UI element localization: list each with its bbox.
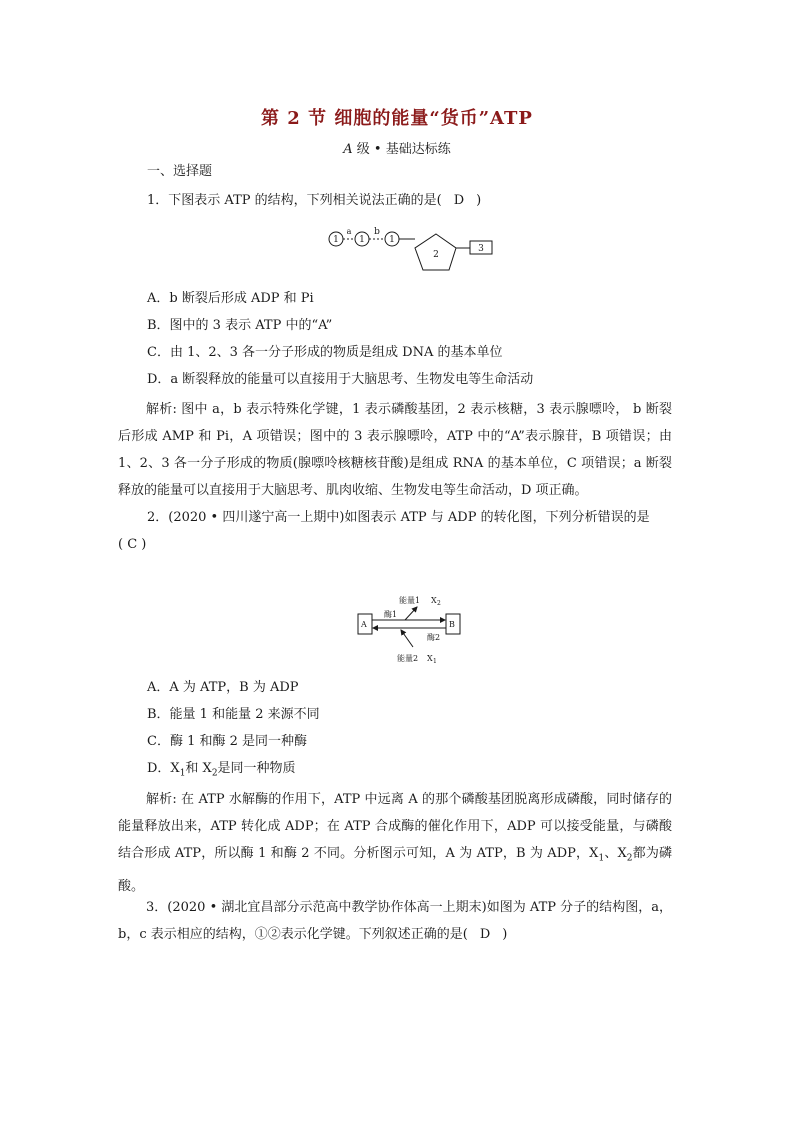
question-1-text: 1．下图表示 ATP 的结构，下列相关说法正确的是(: [147, 193, 442, 208]
energy-1-arrow: [405, 607, 417, 620]
question-1-answer: D: [453, 193, 465, 208]
question-1-stem: [147, 192, 481, 210]
bond-a-label: a: [346, 227, 352, 236]
question-1-option-c: C．由 1、2、3 各一分子形成的物质是组成 DNA 的基本单位: [147, 345, 503, 360]
enzyme-2-label: 酶2: [427, 633, 441, 642]
atp-adp-conversion-diagram: [350, 590, 470, 668]
question-2-option-b: B．能量 1 和能量 2 来源不同: [147, 707, 320, 722]
bond-b-label: b: [374, 227, 380, 237]
question-1-option-b: B．图中的 3 表示 ATP 中的“A”: [147, 318, 333, 333]
question-1-option-d: D．a 断裂释放的能量可以直接用于大脑思考、生物发电等生命活动: [147, 372, 534, 387]
question-3-close: ): [502, 927, 508, 942]
question-2-stem: 2．(2020 • 四川遂宁高一上期中)如图表示 ATP 与 ADP 的转化图，下列分析错误的是: [147, 510, 650, 525]
x1-subscript: 1: [433, 658, 437, 665]
atp-structure-diagram: [325, 222, 500, 277]
question-1-close: ): [476, 193, 482, 208]
level-subtitle: [0, 138, 794, 157]
phosphate-label-1: 1: [333, 235, 339, 245]
question-3-text: 3．(2020 • 湖北宜昌部分示范高中教学协作体高一上期末)如图为 ATP 分子的结构图，a，b，c 表示相应的结构，①②表示化学键。下列叙述正确的是(: [118, 900, 672, 942]
question-3-stem: [118, 894, 672, 948]
level-letter: A: [343, 142, 353, 157]
box-b-label: B: [449, 620, 455, 629]
question-2-option-a: A．A 为 ATP，B 为 ADP: [147, 680, 299, 695]
box-a-label: A: [361, 620, 367, 629]
page-title: 第 2 节 细胞的能量“货币”ATP: [261, 108, 533, 129]
question-3-answer: D: [479, 927, 491, 942]
enzyme-1-label: 酶1: [384, 610, 398, 619]
energy-2-label: 能量2: [397, 654, 419, 663]
phosphate-label-3: 1: [389, 235, 395, 245]
question-2-option-d: D．$X_1$和 $X_2$是同一种物质: [147, 761, 296, 779]
x2-label: X: [431, 596, 437, 605]
level-text: 级 • 基础达标练: [352, 142, 451, 157]
question-2-option-c: C．酶 1 和酶 2 是同一种酶: [147, 734, 308, 749]
energy-1-label: 能量1: [399, 596, 421, 605]
phosphate-label-2: 1: [359, 235, 365, 245]
question-2-answer: ( C ): [118, 537, 147, 552]
question-2-analysis: 解析: 在 ATP 水解酶的作用下，ATP 中远离 A 的那个磷酸基团脱离形成磷酸，同时储存的能量释放出来，ATP 转化成 ADP；在 ATP 合成酶的催化作用下，ADP 可以接受能量，与磷酸结合形成 ATP，所以酶 1 和酶 2 不同。分析图示可知，A 为 ATP，B 为 ADP，$X_1$、$X_2$都为磷酸。: [118, 792, 672, 894]
adenine-label: 3: [478, 244, 484, 254]
x1-label: X: [427, 654, 433, 663]
question-1-analysis: 解析: 图中 a，b 表示特殊化学键，1 表示磷酸基团，2 表示核糖，3 表示腺嘌呤， b 断裂后形成 AMP 和 Pi，A 项错误；图中的 3 表示腺嘌呤，ATP 中的“A”表示腺苷，B 项错误；由 1、2、3 各一分子形成的物质(腺嘌呤核糖核苷酸)是组成 RNA 的基本单位，C 项错误；a 断裂释放的能量可以直接用于大脑思考、肌肉收缩、生物发电等生命活动，D 项正确。: [118, 402, 672, 498]
ribose-label: 2: [433, 250, 439, 260]
question-1-option-a: A．b 断裂后形成 ADP 和 Pi: [147, 291, 314, 306]
section-heading: 一、选择题: [147, 164, 213, 179]
x2-subscript: 2: [437, 600, 441, 607]
energy-2-arrow: [401, 630, 413, 647]
